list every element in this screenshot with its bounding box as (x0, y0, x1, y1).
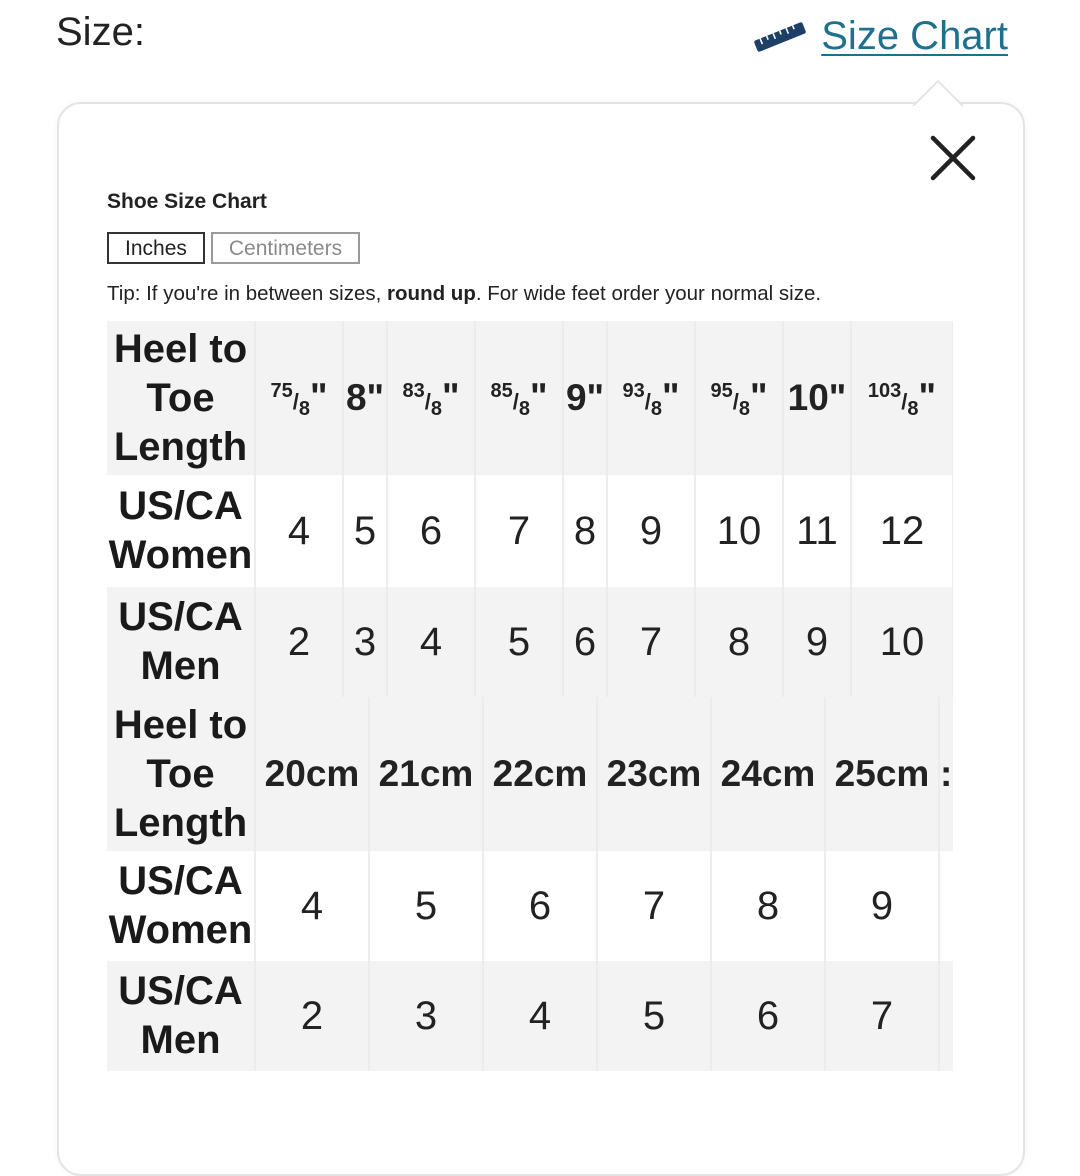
length-den: 8 (738, 397, 750, 420)
size-cell: 7 (825, 961, 939, 1071)
size-cell (939, 851, 953, 961)
size-cell: 9 (783, 587, 851, 697)
length-den: 8 (298, 397, 310, 420)
size-cell: 2 (255, 961, 369, 1071)
tip-text-end: . For wide feet order your normal size. (475, 282, 822, 305)
size-cell: 5 (343, 475, 387, 587)
length-whole: 8 (402, 379, 414, 402)
row-label: US/CA Women (107, 851, 255, 961)
length-cell: 20cm (255, 697, 369, 851)
size-cell: 8 (695, 587, 783, 697)
ruler-icon (751, 19, 809, 55)
length-cell: $^{103}/_8$" (851, 321, 953, 475)
length-cell: 24cm (711, 697, 825, 851)
size-cell: 6 (563, 587, 607, 697)
size-cell: 5 (369, 851, 483, 961)
size-cell: 4 (255, 851, 369, 961)
table-row (107, 321, 953, 475)
length-den: 8 (518, 397, 530, 420)
popup-caret (910, 78, 964, 106)
length-cell: 21cm (369, 697, 483, 851)
size-cell: 5 (475, 587, 563, 697)
length-cell: $^{85}/_8$" (475, 321, 563, 475)
size-chart-popup (57, 102, 1025, 1176)
close-button[interactable] (925, 130, 981, 186)
close-icon[interactable] (925, 130, 981, 186)
table-row (107, 587, 953, 697)
length-whole: 9 (622, 379, 634, 402)
length-whole: 9 (565, 377, 587, 418)
size-cell: 7 (475, 475, 563, 587)
length-cell: $^{83}/_8$" (387, 321, 475, 475)
size-cell: 6 (387, 475, 475, 587)
size-grids (107, 321, 953, 1071)
size-cell: 2 (255, 587, 343, 697)
size-cell: 7 (607, 587, 695, 697)
size-cell: 8 (563, 475, 607, 587)
row-label: Heel to Toe Length (107, 697, 255, 851)
table-row (107, 475, 953, 587)
size-label: Size: (56, 10, 145, 54)
length-num: 5 (501, 379, 513, 402)
table-row (107, 697, 953, 851)
row-label: US/CA Men (107, 587, 255, 697)
row-label: Heel to Toe Length (107, 321, 255, 475)
size-cell: 3 (369, 961, 483, 1071)
table-row (107, 961, 953, 1071)
tab-inches[interactable]: Inches (107, 232, 205, 264)
length-num: 3 (413, 379, 425, 402)
length-num: 3 (633, 379, 645, 402)
size-chart-link-text[interactable]: Size Chart (821, 14, 1008, 58)
length-whole: 10 (867, 379, 891, 402)
tab-centimeters[interactable]: Centimeters (211, 232, 360, 264)
row-label: US/CA Women (107, 475, 255, 587)
length-cell: $^{75}/_8$" (255, 321, 343, 475)
size-tip (107, 282, 821, 306)
size-cell: 8 (711, 851, 825, 961)
length-cell: $^{95}/_8$" (695, 321, 783, 475)
inches-table (107, 321, 953, 697)
size-cell: 7 (597, 851, 711, 961)
length-cell: 25cm (825, 697, 939, 851)
length-num: 5 (281, 379, 293, 402)
centimeters-table (107, 697, 953, 1071)
length-whole: 10 (787, 377, 829, 418)
length-den: 8 (650, 397, 662, 420)
length-whole: 8 (345, 377, 367, 418)
chart-title: Shoe Size Chart (107, 190, 267, 213)
size-cell: 4 (255, 475, 343, 587)
size-cell: 10 (851, 587, 953, 697)
length-cell: 10" (783, 321, 851, 475)
length-whole: 8 (490, 379, 502, 402)
size-cell: 9 (607, 475, 695, 587)
length-num: 5 (721, 379, 733, 402)
size-cell: 4 (387, 587, 475, 697)
tip-text-start: Tip: If you're in between sizes, (107, 282, 388, 305)
size-cell: 3 (343, 587, 387, 697)
length-den: 8 (907, 397, 919, 420)
size-cell: 11 (783, 475, 851, 587)
row-label: US/CA Men (107, 961, 255, 1071)
unit-tabs (107, 232, 360, 264)
length-den: 8 (430, 397, 442, 420)
size-chart-link[interactable] (751, 14, 1008, 59)
length-num: 3 (890, 379, 902, 402)
length-whole: 9 (710, 379, 722, 402)
size-cell: 12 (851, 475, 953, 587)
table-row (107, 851, 953, 961)
length-cell: 22cm (483, 697, 597, 851)
length-whole: 7 (270, 379, 282, 402)
tip-text-bold: round up (387, 282, 476, 305)
size-cell: 6 (711, 961, 825, 1071)
size-cell: 9 (825, 851, 939, 961)
size-cell (939, 961, 953, 1071)
length-cell: 23cm (597, 697, 711, 851)
size-cell: 4 (483, 961, 597, 1071)
length-cell: $^{93}/_8$" (607, 321, 695, 475)
size-cell: 10 (695, 475, 783, 587)
length-cell: 8" (343, 321, 387, 475)
length-cell: 9" (563, 321, 607, 475)
size-cell: 6 (483, 851, 597, 961)
length-cell: : (939, 697, 953, 851)
size-cell: 5 (597, 961, 711, 1071)
